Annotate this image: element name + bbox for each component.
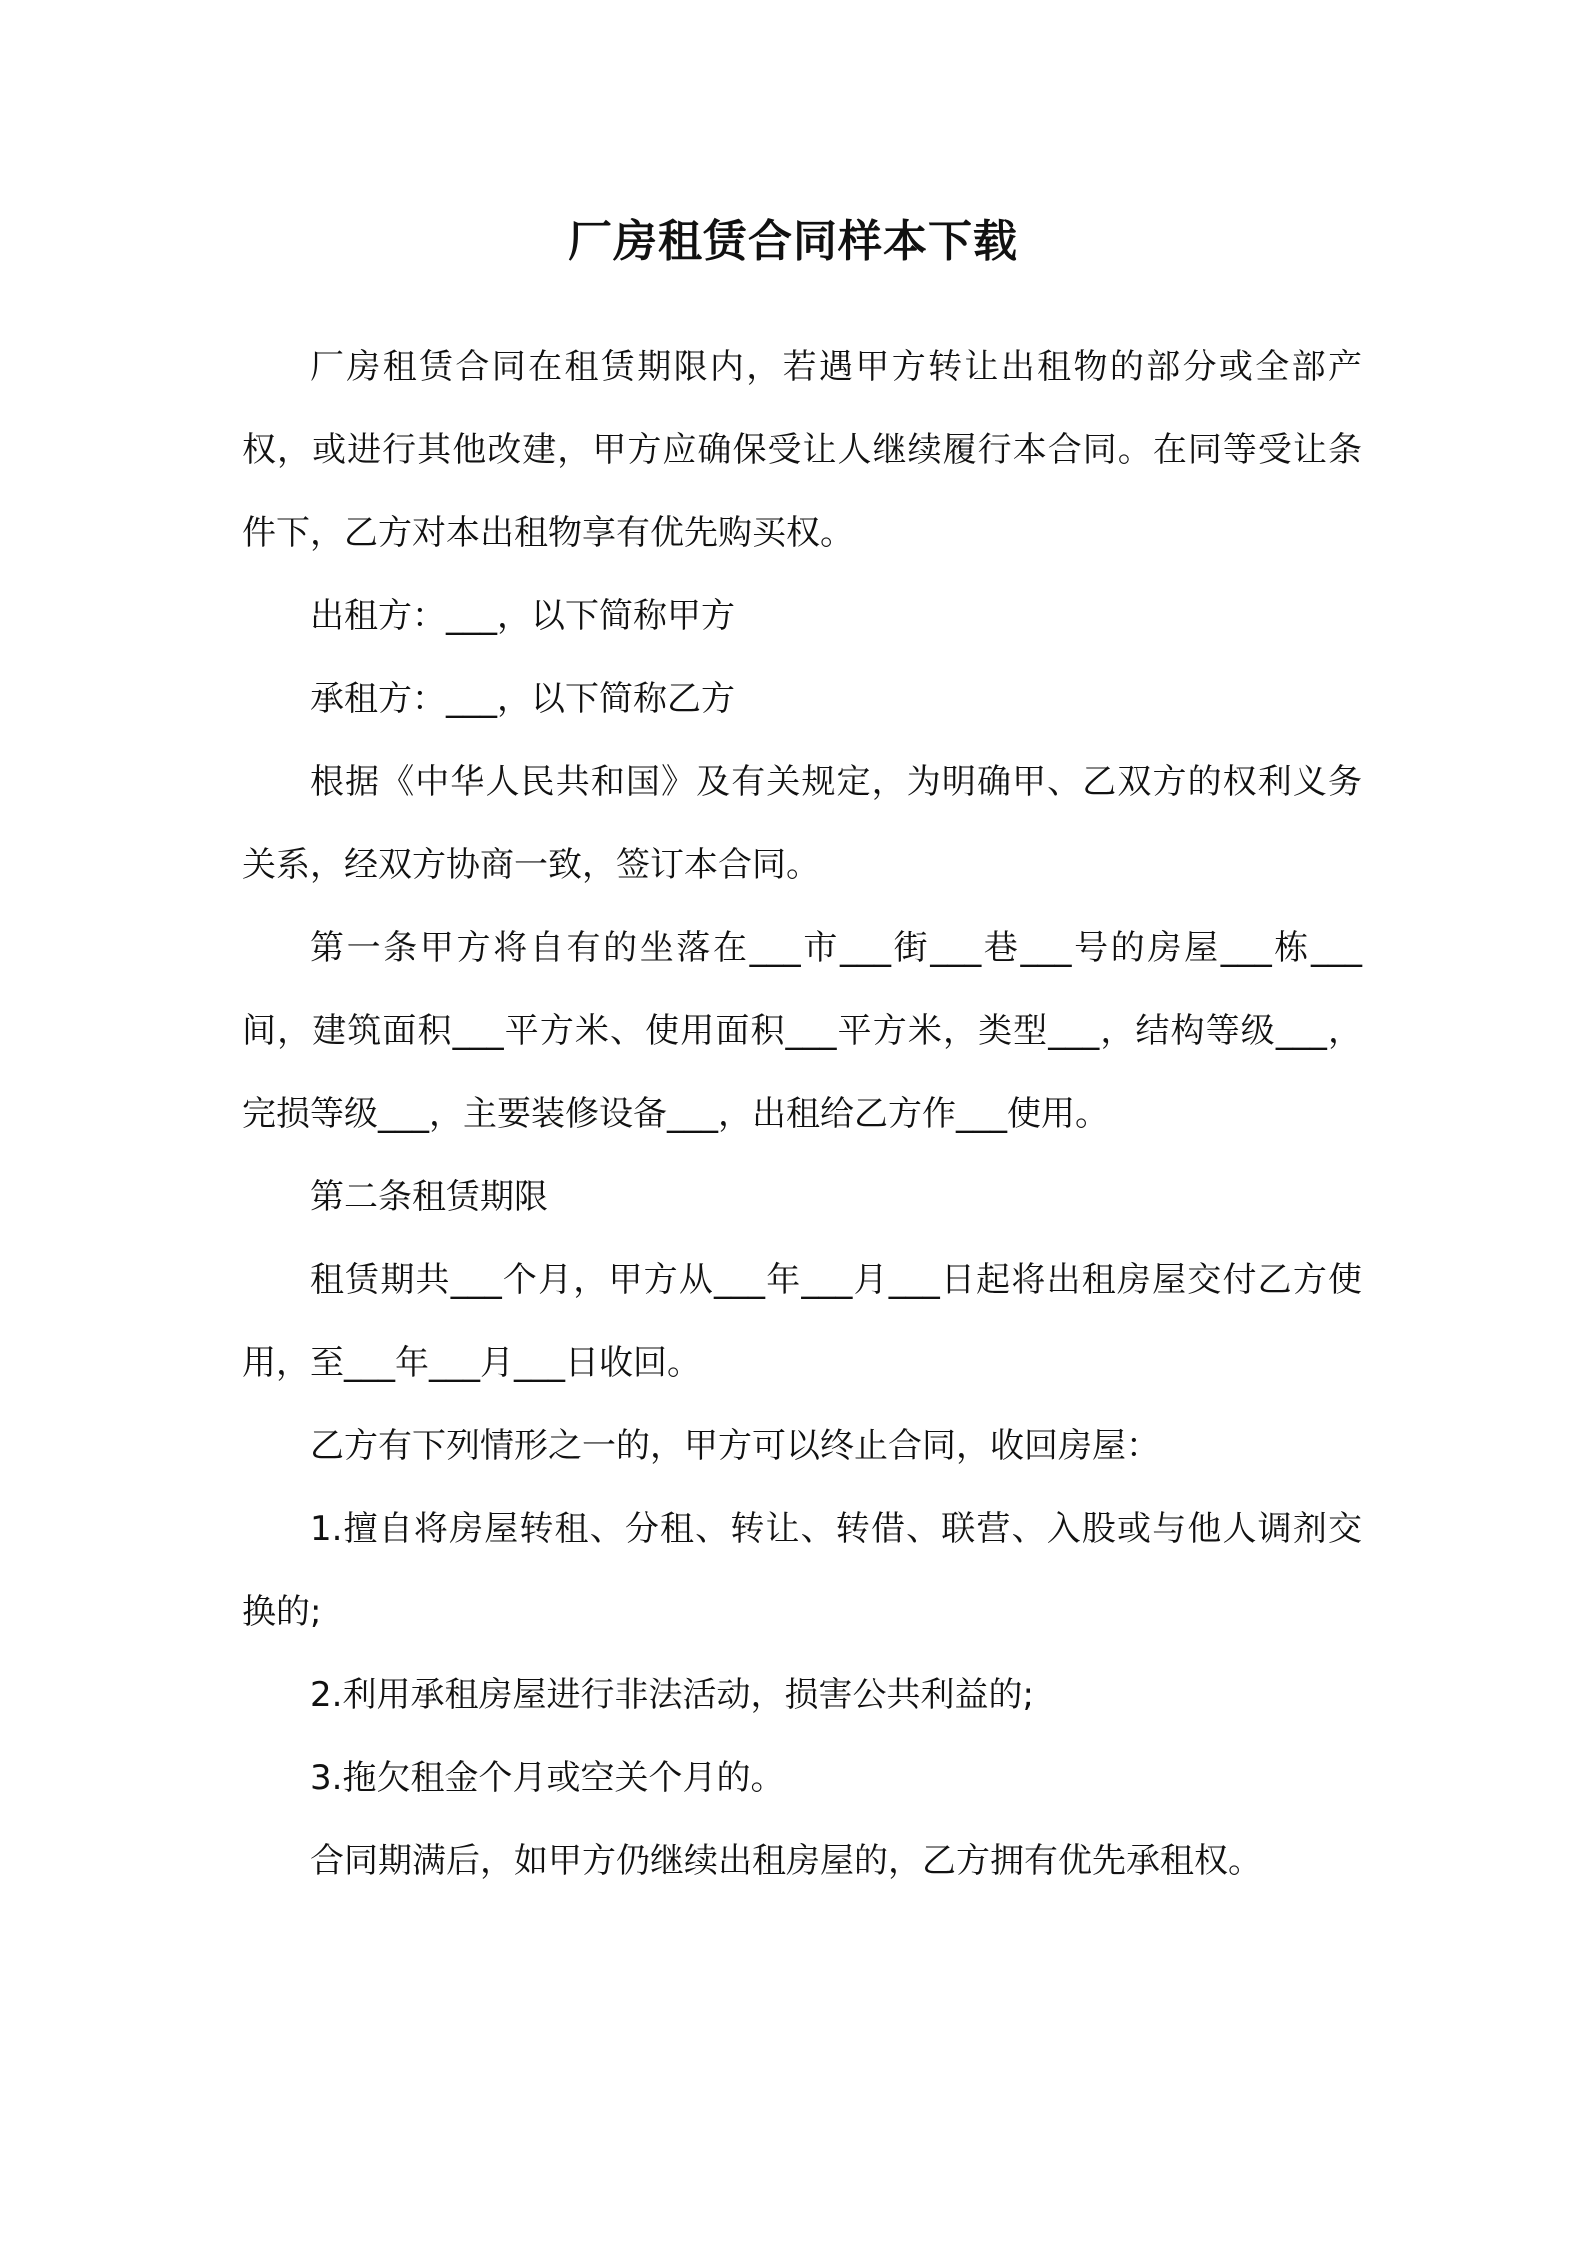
paragraph-article-2-heading: 第二条租赁期限	[310, 1177, 548, 1217]
list-item-condition-3: 3.拖欠租金个月或空关个月的。	[310, 1758, 785, 1798]
paragraph-termination-conditions: 乙方有下列情形之一的，甲方可以终止合同，收回房屋：	[310, 1426, 1160, 1466]
document-body	[242, 326, 1362, 1903]
paragraph-lessor: 出租方：___，以下简称甲方	[310, 596, 735, 636]
paragraph-lease-term: 租赁期共___个月，甲方从___年___月___日起将出租房屋交付乙方使用，至___年___月___日收回。	[242, 1260, 1362, 1383]
paragraph-renewal-priority: 合同期满后，如甲方仍继续出租房屋的，乙方拥有优先承租权。	[310, 1841, 1262, 1881]
paragraph-article-1: 第一条甲方将自有的坐落在___市___街___巷___号的房屋___栋___间，建筑面积___平方米、使用面积___平方米，类型___，结构等级___，完损等级___，主要装修设备___，出租给乙方作___使用。	[242, 928, 1362, 1134]
document-title: 厂房租赁合同样本下载	[568, 216, 1018, 267]
paragraph-basis: 根据《中华人民共和国》及有关规定，为明确甲、乙双方的权利义务关系，经双方协商一致，签订本合同。	[242, 762, 1362, 885]
paragraph-intro: 厂房租赁合同在租赁期限内，若遇甲方转让出租物的部分或全部产权，或进行其他改建，甲方应确保受让人继续履行本合同。在同等受让条件下，乙方对本出租物享有优先购买权。	[242, 347, 1362, 553]
list-item-condition-1: 1.擅自将房屋转租、分租、转让、转借、联营、入股或与他人调剂交换的;	[242, 1509, 1362, 1632]
list-item-condition-2: 2.利用承租房屋进行非法活动，损害公共利益的;	[310, 1675, 1034, 1715]
paragraph-lessee: 承租方：___，以下简称乙方	[310, 679, 735, 719]
